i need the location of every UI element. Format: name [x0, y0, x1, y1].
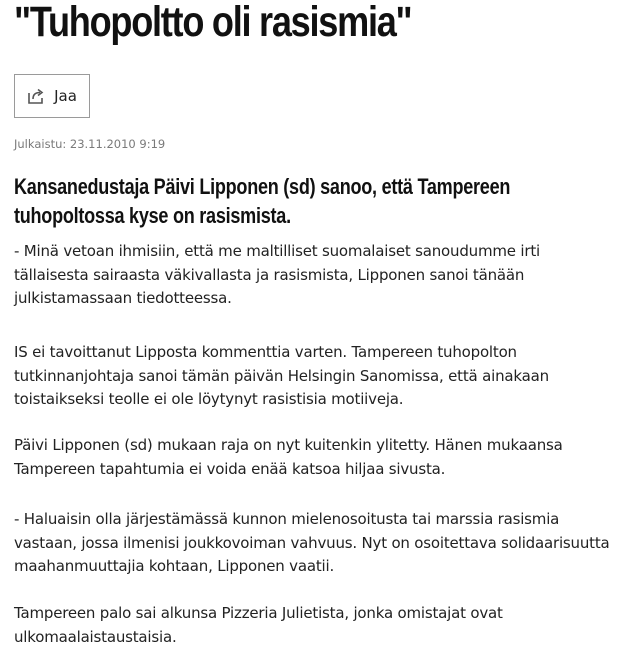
paragraph-line: Tampereen tapahtumia ei voida enää katsoa hiljaa sivusta.	[14, 458, 563, 482]
share-icon	[27, 88, 45, 104]
paragraph-4	[14, 508, 610, 579]
paragraph-line: julkistamassaan tiedotteessa.	[14, 287, 540, 311]
published-date: Julkaistu: 23.11.2010 9:19	[14, 137, 165, 151]
paragraph-line: Päivi Lipponen (sd) mukaan raja on nyt kuitenkin ylitetty. Hänen mukaansa	[14, 434, 563, 458]
article-headline: "Tuhopoltto oli rasismia"	[14, 0, 411, 48]
share-label: Jaa	[54, 87, 77, 105]
paragraph-line: tutkinnanjohtaja sanoi tämän päivän Helsingin Sanomissa, että ainakaan	[14, 365, 549, 389]
paragraph-line: Tampereen palo sai alkunsa Pizzeria Julietista, jonka omistajat ovat	[14, 602, 503, 626]
paragraph-line: IS ei tavoittanut Lipposta kommenttia varten. Tampereen tuhopolton	[14, 341, 549, 365]
lead-line: tuhopoltossa kyse on rasismista.	[14, 201, 588, 230]
paragraph-5	[14, 602, 503, 649]
paragraph-line: vastaan, jossa ilmenisi joukkovoiman vahvuus. Nyt on osoitettava solidaarisuutta	[14, 532, 610, 556]
paragraph-3	[14, 434, 563, 481]
paragraph-line: toistaikseksi teolle ei ole löytynyt rasistisia motiiveja.	[14, 388, 549, 412]
paragraph-line: ulkomaalaistaustaisia.	[14, 626, 503, 649]
paragraph-line: - Haluaisin olla järjestämässä kunnon mielenosoitusta tai marssia rasismia	[14, 508, 610, 532]
paragraph-1	[14, 240, 540, 311]
article-lead	[14, 172, 588, 230]
paragraph-line: maahanmuuttajia kohtaan, Lipponen vaatii.	[14, 555, 610, 579]
lead-line: Kansanedustaja Päivi Lipponen (sd) sanoo, että Tampereen	[14, 172, 588, 201]
paragraph-line: tällaisesta sairaasta väkivallasta ja rasismista, Lipponen sanoi tänään	[14, 264, 540, 288]
paragraph-line: - Minä vetoan ihmisiin, että me maltilliset suomalaiset sanoudumme irti	[14, 240, 540, 264]
paragraph-2	[14, 341, 549, 412]
share-button[interactable]	[14, 74, 90, 118]
